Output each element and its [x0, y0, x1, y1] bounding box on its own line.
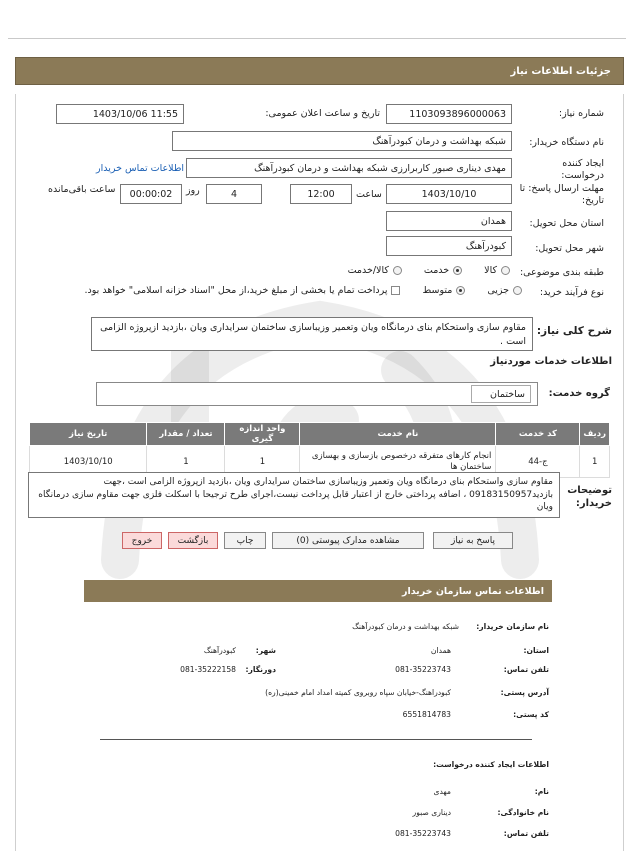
- contact-phone-label: تلفن تماس:: [503, 665, 549, 674]
- category-option-goods[interactable]: [484, 265, 510, 276]
- buyer-org-value: شبکه بهداشت و درمان کبودرآهنگ: [372, 135, 506, 147]
- deadline-time-value: 12:00: [307, 188, 335, 200]
- service-code-cell: ج-44: [496, 446, 580, 478]
- contact-city-label: شهر:: [255, 646, 276, 655]
- days-label: روز: [186, 185, 200, 196]
- exit-button[interactable]: خروج: [122, 532, 162, 549]
- services-table: [29, 422, 610, 478]
- print-button[interactable]: چاپ: [224, 532, 266, 549]
- category-options: [348, 265, 510, 276]
- creator-first-name-label: نام:: [534, 787, 549, 796]
- contact-fax-value: 081-35222158: [180, 665, 236, 674]
- summary-label: شرح کلی نیاز:: [536, 325, 612, 337]
- buyer-notes-label: توضیحات خریدار:: [567, 485, 612, 509]
- checkbox-icon: [391, 286, 400, 295]
- province-label: استان محل تحویل:: [529, 218, 604, 229]
- process-option-minor-label: جزیی: [487, 285, 509, 296]
- creator-phone-label: تلفن تماس:: [503, 829, 549, 838]
- remaining-time-field[interactable]: [120, 184, 182, 204]
- contact-city-value: کبودرآهنگ: [203, 646, 236, 655]
- process-option-medium[interactable]: [422, 285, 465, 296]
- services-table-grid: [29, 422, 610, 478]
- contact-divider: [100, 739, 532, 740]
- buyer-notes-box: [28, 472, 560, 518]
- quantity-cell: 1: [147, 446, 225, 478]
- service-group-field[interactable]: [471, 385, 531, 403]
- radio-icon: [501, 266, 510, 275]
- col-service-name: نام خدمت: [300, 423, 496, 446]
- time-label: ساعت: [356, 189, 382, 200]
- category-option-goods-service[interactable]: [348, 265, 402, 276]
- deadline-label: مهلت ارسال پاسخ: تا تاریخ:: [519, 183, 604, 207]
- buyer-notes-text: مقاوم سازی واستحکام بنای درمانگاه ویان وتعمیر وزیباسازی ساختمان سرایداری ویان ،بازدید ازپروژه الزامی است ،جهت بازدید09183150957 ، اضافه پرداختی خارج از اعتبار قابل پرداخت نیست،اجرای طرح ترجیحا با اسکلت فلزی جهت مقاوم سازی درمانگاه ویان: [38, 477, 553, 513]
- province-value: همدان: [480, 215, 506, 227]
- radio-icon: [513, 286, 522, 295]
- radio-icon: [393, 266, 402, 275]
- buyer-org-field[interactable]: [172, 131, 512, 151]
- service-group-frame: [96, 382, 538, 406]
- need-date-cell: 1403/10/10: [30, 446, 147, 478]
- panel-title: [15, 57, 624, 85]
- contact-org-label: نام سازمان خریدار:: [476, 622, 549, 631]
- contact-province-label: استان:: [523, 646, 549, 655]
- remaining-time-label: ساعت باقی‌مانده: [48, 184, 116, 195]
- need-number-value: 1103093896000063: [409, 108, 506, 120]
- announce-date-label: تاریخ و ساعت اعلان عمومی:: [265, 108, 380, 119]
- deadline-time-field[interactable]: [290, 184, 352, 204]
- contact-header-text: اطلاعات تماس سازمان خریدار: [401, 585, 544, 597]
- service-group-label: گروه خدمت:: [548, 388, 610, 399]
- radio-checked-icon: [453, 266, 462, 275]
- contact-phone-value: 081-35223743: [395, 665, 451, 674]
- category-option-service[interactable]: [424, 265, 462, 276]
- service-group-value: ساختمان: [490, 388, 525, 400]
- days-value: 4: [230, 188, 238, 200]
- row-number-cell: 1: [580, 446, 610, 478]
- creator-field[interactable]: [186, 158, 512, 178]
- category-label: طبقه بندی موضوعی:: [519, 267, 604, 278]
- creator-info-header: اطلاعات ایجاد کننده درخواست:: [433, 760, 549, 769]
- deadline-date-value: 1403/10/10: [421, 188, 477, 200]
- creator-phone-value: 081-35223743: [395, 829, 451, 838]
- category-option-goods-label: کالا: [484, 265, 497, 276]
- panel-title-text: جزئیات اطلاعات نیاز: [510, 65, 611, 77]
- creator-value: مهدی دیناری صبور کاربرارزی شبکه بهداشت و درمان کبودرآهنگ: [254, 162, 506, 174]
- city-value: کبودرآهنگ: [465, 240, 506, 252]
- city-label: شهر محل تحویل:: [535, 243, 604, 254]
- process-option-medium-label: متوسط: [422, 285, 453, 296]
- contact-header: [84, 580, 552, 602]
- days-field[interactable]: [206, 184, 262, 204]
- col-row-number: ردیف: [580, 423, 610, 446]
- contact-org-value: شبکه بهداشت و درمان کبودرآهنگ: [352, 622, 459, 631]
- contact-province-value: همدان: [430, 646, 451, 655]
- service-name-cell: انجام کارهای متفرقه درخصوص بازسازی و بهسازی ساختمان ها: [300, 446, 496, 478]
- radio-checked-icon: [456, 286, 465, 295]
- unit-cell: 1: [225, 446, 300, 478]
- process-options: [85, 285, 523, 296]
- col-unit: واحد اندازه گیری: [225, 423, 300, 446]
- table-header-row: [30, 423, 610, 446]
- col-quantity: تعداد / مقدار: [147, 423, 225, 446]
- city-field[interactable]: [386, 236, 512, 256]
- buyer-contact-link[interactable]: اطلاعات تماس خریدار: [96, 163, 185, 174]
- summary-box: [91, 317, 533, 351]
- reply-button[interactable]: پاسخ به نیاز: [433, 532, 513, 549]
- announce-date-value: 1403/10/06 11:55: [92, 108, 178, 120]
- col-need-date: تاریخ نیاز: [30, 423, 147, 446]
- creator-last-name-value: دیناری صبور: [412, 808, 451, 817]
- contact-postal-label: کد پستی:: [513, 710, 549, 719]
- services-title: اطلاعات خدمات موردنیاز: [490, 356, 612, 367]
- top-divider: [8, 38, 626, 39]
- process-option-minor[interactable]: [487, 285, 522, 296]
- need-number-field[interactable]: [386, 104, 512, 124]
- category-option-goods-service-label: کالا/خدمت: [347, 265, 389, 276]
- contact-fax-label: دورنگار:: [245, 665, 276, 674]
- back-button[interactable]: بازگشت: [168, 532, 218, 549]
- creator-first-name-value: مهدی: [433, 787, 451, 796]
- announce-date-field[interactable]: [56, 104, 184, 124]
- contact-address-value: کبودراهنگ-خیابان سپاه روبروی کمیته امداد امام خمینی(ره): [265, 688, 451, 697]
- treasury-payment-option[interactable]: [85, 285, 401, 296]
- deadline-date-field[interactable]: [386, 184, 512, 204]
- view-attachments-button[interactable]: مشاهده مدارک پیوستی (0): [272, 532, 424, 549]
- contact-postal-value: 6551814783: [402, 710, 451, 719]
- creator-label: ایجاد کننده درخواست:: [561, 158, 604, 181]
- need-number-label: شماره نیاز:: [558, 108, 604, 119]
- remaining-time-value: 00:00:02: [129, 188, 173, 200]
- summary-text: مقاوم سازی واستحکام بنای درمانگاه ویان وتعمیر وزیباسازی ساختمان سرایداری ویان ،بازدید ازپروژه الزامی است .: [100, 322, 526, 347]
- treasury-payment-note: پرداخت تمام یا بخشی از مبلغ خرید،از محل "اسناد خزانه اسلامی" خواهد بود.: [84, 285, 388, 296]
- col-service-code: کد خدمت: [496, 423, 580, 446]
- buyer-org-label: نام دستگاه خریدار:: [529, 137, 604, 148]
- creator-last-name-label: نام خانوادگی:: [497, 808, 549, 817]
- contact-address-label: آدرس پستی:: [500, 688, 549, 697]
- process-label: نوع فرآیند خرید:: [539, 287, 604, 298]
- province-field[interactable]: [386, 211, 512, 231]
- category-option-service-label: خدمت: [423, 265, 450, 276]
